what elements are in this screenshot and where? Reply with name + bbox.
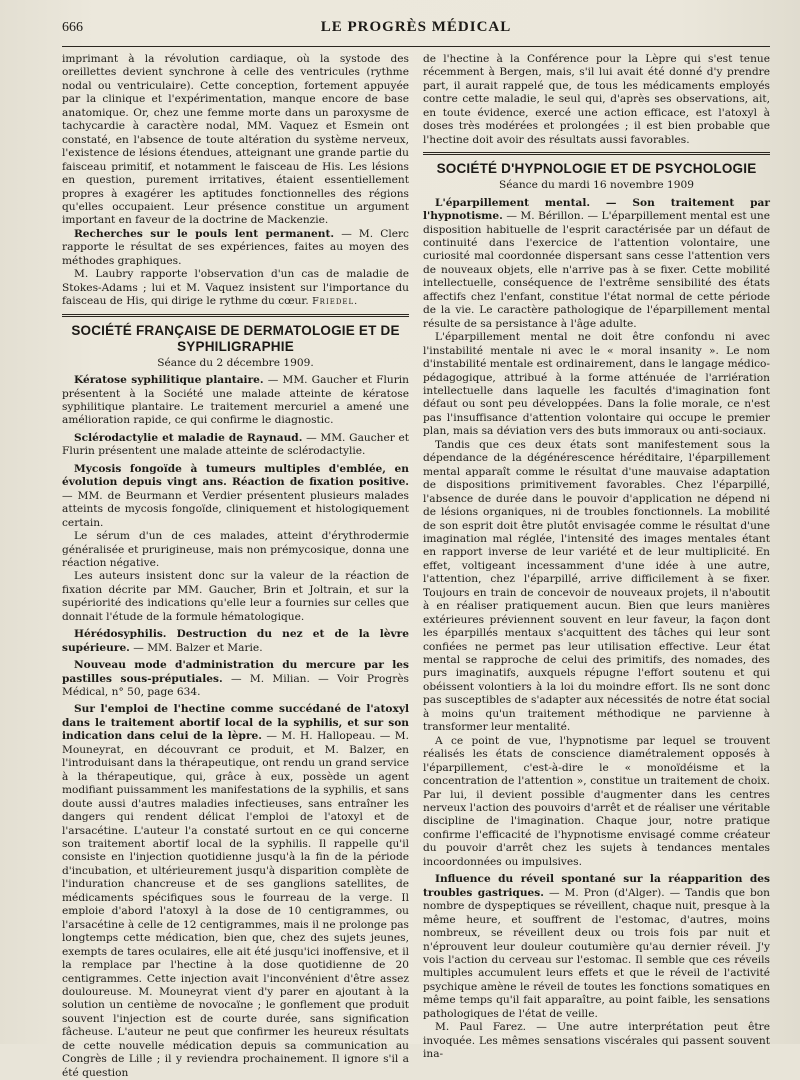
- paragraph: de l'hectine à la Conférence pour la Lèpre qui s'est tenue récemment à Bergen, mais, s'il lui avait été donné d'y prendre part, il aurait rappelé que, de tous les médicaments employés contre cette maladie, le seul qui, d'après ses observations, ait, en toute évidence, exercé une action efficace, est l'atoxyl à doses très modérées et prolongées ; il est bien probable que l'hectine doit avoir des résultats aussi favorables.: [423, 53, 770, 146]
- paragraph: Le sérum d'un de ces malades, atteint d'érythrodermie généralisée et prurigineuse, mais non prémycosique, donna une réaction négative.: [62, 530, 409, 569]
- seance-date: Séance du 2 décembre 1909.: [157, 356, 314, 369]
- article-heredosyphilis: [62, 628, 409, 655]
- article-eparpillement: [423, 197, 770, 332]
- society-heading-hypnologie: SOCIÉTÉ D'HYPNOLOGIE ET DE PSYCHOLOGIE: [436, 161, 757, 177]
- columns: [62, 53, 770, 1080]
- paragraph: M. Paul Farez. — Une autre interprétation peut être invoquée. Les mêmes sensations viscérales qui passent souvent ina-: [423, 1021, 770, 1061]
- article-reveil-spontane: [423, 873, 770, 1021]
- paragraph: Les auteurs insistent donc sur la valeur de la réaction de fixation décrite par MM. Gaucher, Brin et Joltrain, et sur la supériorité des indications qu'elle leur a fournies sur celles que donnait l'étude de la formule hématologique.: [62, 570, 409, 623]
- left-column: [62, 53, 409, 1080]
- article-title: Recherches sur le pouls lent permanent.: [74, 227, 335, 240]
- article-title: Kératose syphilitique plantaire.: [74, 374, 264, 387]
- article-sclerodactylie: [62, 432, 409, 459]
- section-divider: [423, 152, 770, 155]
- signature: Friedel.: [312, 296, 359, 308]
- article-body: — MM. Gaucher et Flurin présentent à la Société une malade atteinte de kératose syphilitique plantaire. Le traitement mercuriel a amené une amélioration rapide, ce qui confirme le diagnostic.: [62, 374, 410, 427]
- article-title: Hérédosyphilis. Destruction du nez et de la lèvre supérieure.: [62, 628, 409, 654]
- paragraph-text: M. Laubry rapporte l'observation d'un cas de maladie de Stokes-Adams ; lui et M. Vaquez insistent sur l'importance du faisceau de His, qui dirige le rythme du cœur.: [62, 268, 409, 308]
- article-mycosis: [62, 463, 409, 530]
- article-body: — MM. de Beurmann et Verdier présentent plusieurs malades atteints de mycosis fongoïde, cliniquement et histologiquement certain.: [62, 489, 409, 529]
- right-column: [423, 53, 770, 1080]
- article-title: Sur l'emploi de l'hectine comme succédané de l'atoxyl dans le traitement abortif local de la syphilis, et sur son indication dans celui de la lèpre.: [62, 703, 409, 743]
- running-header: [62, 18, 770, 47]
- article-title: Mycosis fongoïde à tumeurs multiples d'emblée, en évolution depuis vingt ans. Réaction de fixation positive.: [62, 462, 409, 489]
- seance-date: Séance du mardi 16 novembre 1909: [499, 179, 694, 192]
- article-title: Sclérodactylie et maladie de Raynaud.: [74, 431, 303, 444]
- article-recherches-pouls: [62, 228, 409, 268]
- journal-title: LE PROGRÈS MÉDICAL: [320, 19, 512, 35]
- paragraph: L'éparpillement mental ne doit être confondu ni avec l'instabilité mentale ni avec le « moral insanity ». Le nom d'instabilité mentale est ordinairement, dans le langage médico-pédagogique, attribué à la forme atténuée de l'arriération intellectuelle dans laquelle les facultés d'imagination font défaut ou sont peu développées. Dans la folie morale, ce n'est pas l'insuffisance d'attention volontaire qui occupe le premier plan, mais sa déviation vers des buts immoraux ou anti-sociaux.: [423, 331, 770, 438]
- article-body: — M. Clerc rapporte le résultat de ses expériences, faites au moyen des méthodes graphiques.: [62, 227, 409, 267]
- article-body: — M. Pron (d'Alger). — Tandis que bon nombre de dyspeptiques se réveillent, chaque nuit, presque à la même heure, et souffrent de l'estomac, d'autres, moins nombreux, se réveillent deux ou trois fois par nuit et n'éprouvent leur douleur coutumière qu'au dernier réveil. J'y vois l'action du cerveau sur l'estomac. Il semble que ces réveils multiples accumulent leurs effets et que le réveil de l'activité psychique amène le réveil de toutes les fonctions somatiques en même temps qu'il fait apparaître, au point faible, les sensations pathologiques de l'état de veille.: [423, 886, 770, 1020]
- article-body: — M. Milian. — Voir Progrès Médical, n° 50, page 634.: [62, 672, 409, 699]
- article-title: Influence du réveil spontané sur la réapparition des troubles gastriques.: [423, 873, 770, 899]
- article-body: — MM. Balzer et Marie.: [133, 641, 263, 654]
- article-title: Nouveau mode d'administration du mercure par les pastilles sous-préputiales.: [62, 659, 409, 685]
- paragraph: Tandis que ces deux états sont manifestement sous la dépendance de la dégénérescence héréditaire, l'éparpillement mental apparaît comme le résultat d'une mauvaise adaptation de dispositions primitivement favorables. Chez l'éparpillé, l'absence de durée dans le pouvoir d'application ne dépend ni de lésions organiques, ni de troubles fonctionnels. La mobilité de son esprit doit être plutôt envisagée comme le résultat d'une imagination mal réglée, l'intensité des images mentales étant en rapport inverse de leur variété et de leur multiplicité. En effet, voltigeant incessamment d'une idée à une autre, l'attention, chez l'éparpillé, arrive difficilement à se fixer. Toujours en train de concevoir de nouveaux projets, il n'aboutit à en réaliser pratiquement aucun. Bien que leurs manières extérieures préviennent souvent en leur faveur, la façon dont les éparpillés mentaux s'acquittent des tâches qui leur sont confiées ne permet pas leur utilisation effective. Leur état mental se rapproche de celui des primitifs, des nomades, des purs imaginatifs, auxquels répugne l'effort soutenu et qui obéissent volontiers à la loi du moindre effort. Ils ne sont donc pas susceptibles de s'adapter aux nécessités de notre état social à moins qu'un traitement méthodique ne parvienne à transformer leur mentalité.: [423, 438, 770, 734]
- society-heading-dermatologie: SOCIÉTÉ FRANÇAISE DE DERMATOLOGIE ET DE SYPHILIGRAPHIE: [71, 322, 400, 354]
- article-body: — MM. Gaucher et Flurin présentent une malade atteinte de sclérodactylie.: [62, 431, 409, 458]
- page-number: 666: [62, 20, 83, 35]
- paragraph-laubry: [62, 268, 409, 308]
- article-body: — M. Bérillon. — L'éparpillement mental est une disposition habituelle de l'esprit caractérisée par un défaut de continuité dans l'exercice de l'attention volontaire, une curiosité mal coordonnée dispersant sans cesse l'attention vers de nouveaux objets, elle n'arrive pas à se fixer. Cette mobilité intellectuelle, conséquence de l'extrême sensibilité des états affectifs chez l'enfant, constitue l'état normal de cette période de la vie. Le caractère pathologique de l'éparpillement mental résulte de sa persistance à l'âge adulte.: [423, 210, 770, 330]
- article-hectine: [62, 703, 409, 1080]
- article-body: — M. H. Hallopeau. — M. Mouneyrat, en découvrant ce produit, et M. Balzer, en l'introduisant dans la thérapeutique, ont rendu un grand service à la thérapeutique, qui, grâce à eux, possède un agent modifiant puissamment les manifestations de la syphilis, et sans doute aussi d'autres maladies infectieuses, sans entraîner les dangers qui rendent délicat l'emploi de l'atoxyl et de l'arsacétine. L'auteur l'a constaté surtout en ce qui concerne son traitement abortif local de la syphilis. Il rappelle qu'il consiste en l'injection quotidienne jusqu'à la fin de la période d'incubation, et ultérieurement jusqu'à disparition complète de l'induration chancreuse et de ses ganglions satellites, de médicaments spécifiques sous le fourreau de la verge. Il emploie d'abord l'atoxyl à la dose de 10 centigrammes, ou l'arsacétine à celle de 12 centigrammes, mais il ne prolonge pas longtemps cette médication, bien que, chez des sujets jeunes, exempts de tares oculaires, elle ait été jusqu'ici inoffensive, et il la remplace par l'hectine à la dose quotidienne de 20 centigrammes. Cette injection avait l'inconvénient d'être assez douloureuse. M. Mouneyrat vient d'y parer en ajoutant à la solution un centième de novocaïne ; le gonflement que produit souvent l'injection est de courte durée, sans signification fâcheuse. L'auteur ne peut que confirmer les heureux résultats de cette nouvelle médication depuis sa communication au Congrès de Lille ; il y reviendra prochainement. Il ignore s'il a été question: [62, 730, 409, 1079]
- paragraph: A ce point de vue, l'hypnotisme par lequel se trouvent réalisés les états de conscience diamétralement opposés à l'éparpillement, c'est-à-dire le « monoïdéisme et la concentration de l'attention », constitue un traitement de choix. Par lui, il devient possible d'augmenter dans les centres nerveux l'action des pouvoirs d'arrêt et de réaliser une véritable discipline de l'imagination. Chaque jour, notre pratique confirme l'efficacité de l'hypnotisme envisagé comme créateur du pouvoir d'arrêt chez les sujets à tendances mentales incoordonnées ou impulsives.: [423, 734, 770, 868]
- paragraph: imprimant à la révolution cardiaque, où la systode des oreillettes devient synchrone à celle des ventricules (rythme nodal ou ventriculaire). Cette conception, fortement appuyée par la clinique et l'expérimentation, manque encore de base anatomique. Or, chez une femme morte dans un paroxysme de tachycardie à caractère nodal, MM. Vaquez et Esmein ont constaté, en l'absence de toute altération du système nerveux, l'existence de lésions étendues, atteignant une grande partie du faisceau primitif, et notamment le faisceau de His. Les lésions en question, purement irritatives, étaient essentiellement propres à exagérer les aptitudes fonctionnelles des régions qu'elles occupaient. Leur présence constitue un argument important en faveur de la doctrine de Mackenzie.: [62, 53, 409, 227]
- article-title: L'éparpillement mental. — Son traitement par l'hypnotisme.: [423, 196, 770, 223]
- section-divider: [62, 314, 409, 317]
- article-mercure-pastilles: [62, 659, 409, 699]
- article-keratose: [62, 374, 409, 428]
